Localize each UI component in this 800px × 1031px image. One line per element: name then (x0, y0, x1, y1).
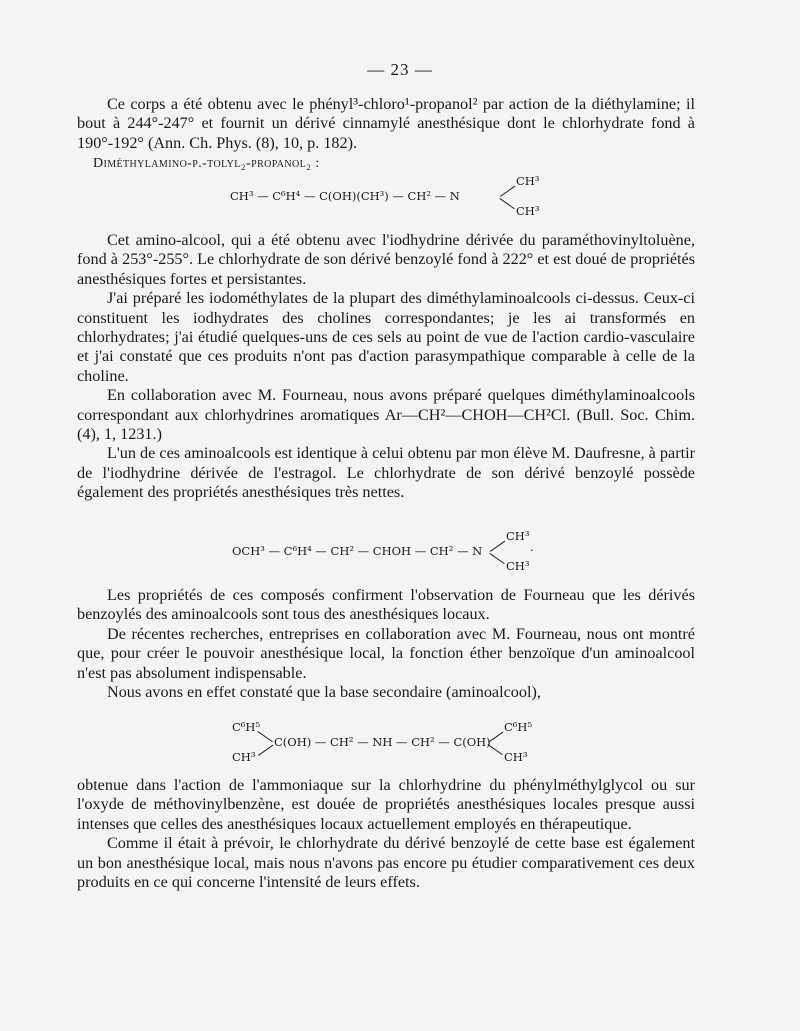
formula-3-main: C(OH) — CH² — NH — CH² — C(OH) (274, 735, 491, 749)
paragraph: J'ai préparé les iodométhylates de la plupart des diméthylaminoalcools ci-dessus. Ceux-ci constituent les iodhydrates des cholines correspondantes; je les ai transformés en chlorhydrates; j'ai étudié quelques-uns de ces sels au point de vue de l'action cardio-vasculaire et j'ai constaté que ces produits n'ont pas d'action parasympathique comparable à celle de la choline. (77, 289, 695, 385)
formula-3-right-bottom: CH³ (504, 750, 528, 764)
formula-3-left-bottom: CH³ (232, 750, 256, 764)
compound-heading: Diméthylamino-p.-tolyl₂-propanol₂ : (93, 156, 320, 171)
compound-heading-block (77, 154, 695, 173)
formula-3-left-branch-up (257, 731, 272, 742)
formula-3-right-branch-down (487, 744, 502, 755)
formula-2 (232, 527, 552, 575)
paragraph: Comme il était à prévoir, le chlorhydrate du dérivé benzoylé de cette base est également un bon anesthésique local, mais nous n'avons pas encore pu étudier comparativement ces deux produits en ce qui concerne l'intensité de leurs effets. (77, 834, 695, 892)
formula-3-right-top: C⁶H⁵ (504, 720, 533, 734)
formula-1-bottom: CH³ (516, 204, 540, 218)
paragraph-block-b (77, 231, 695, 503)
formula-2-main: OCH³ — C⁶H⁴ — CH² — CHOH — CH² — N (232, 544, 483, 558)
formula-2-bottom: CH³ (506, 559, 530, 573)
page-number: — 23 — (367, 60, 433, 79)
paragraph: L'un de ces aminoalcools est identique à celui obtenu par mon élève M. Daufresne, à partir de l'iodhydrine dérivée de l'estragol. Le chlorhydrate de son dérivé benzoylé possède également des propriétés anesthésiques très nettes. (77, 444, 695, 502)
formula-3-left-top: C⁶H⁵ (232, 720, 261, 734)
paragraph: Nous avons en effet constaté que la base secondaire (aminoalcool), (107, 683, 541, 702)
paragraph: En collaboration avec M. Fourneau, nous avons préparé quelques diméthylaminoalcools correspondant aux chlorhydrines aromatiques Ar—CH²—CHOH—CH²Cl. (Bull. Soc. Chim. (4), 1, 1231.) (77, 386, 695, 444)
paragraph: Ce corps a été obtenu avec le phényl³-chloro¹-propanol² par action de la diéthylamine; il bout à 244°-247° et fournit un dérivé cinnamylé anesthésique dont le chlorhydrate fond à 190°-192° (Ann. Ch. Phys. (8), 10, p. 182). (77, 95, 695, 152)
formula-2-branch-up (490, 541, 505, 552)
paragraph: Les propriétés de ces composés confirment l'observation de Fourneau que les dérivés benzoylés des aminoalcools sont tous des anesthésiques locaux. (77, 586, 695, 624)
formula-3-left-branch-down (258, 745, 273, 756)
formula-1-top: CH³ (516, 174, 540, 188)
formula-2-top: CH³ (506, 529, 530, 543)
formula-1 (230, 172, 550, 220)
paragraph: De récentes recherches, entreprises en collaboration avec M. Fourneau, nous ont montré que, pour créer le pouvoir anesthésique local, la fonction éther benzoïque d'un aminoalcool n'est pas absolument indispensable. (77, 624, 695, 682)
formula-1-branch-up (500, 186, 515, 197)
formula-2-dot: · (530, 543, 534, 557)
paragraph: obtenue dans l'action de l'ammoniaque sur la chlorhydrine du phénylméthylglycol ou sur l'oxyde de méthovinylbenzène, est douée de propriétés anesthésiques locales presque aussi intenses que celles des anesthésiques locaux actuellement employés en thérapeutique. (77, 776, 695, 833)
formula-1-main: CH³ — C⁶H⁴ — C(OH)(CH³) — CH² — N (230, 189, 460, 203)
paragraph: Cet amino-alcool, qui a été obtenu avec l'iodhydrine dérivée du paraméthovinyltoluène, fond à 253°-255°. Le chlorhydrate de son dérivé benzoylé fond à 222° et est doué de propriétés anesthésiques fortes et persistantes. (77, 231, 695, 288)
formula-2-branch-down (489, 553, 504, 564)
paragraph-block-a (77, 95, 695, 153)
formula-3 (232, 718, 562, 768)
formula-1-branch-down (499, 198, 514, 209)
paragraph-block-d (77, 776, 695, 892)
paragraph-block-c (77, 586, 695, 702)
